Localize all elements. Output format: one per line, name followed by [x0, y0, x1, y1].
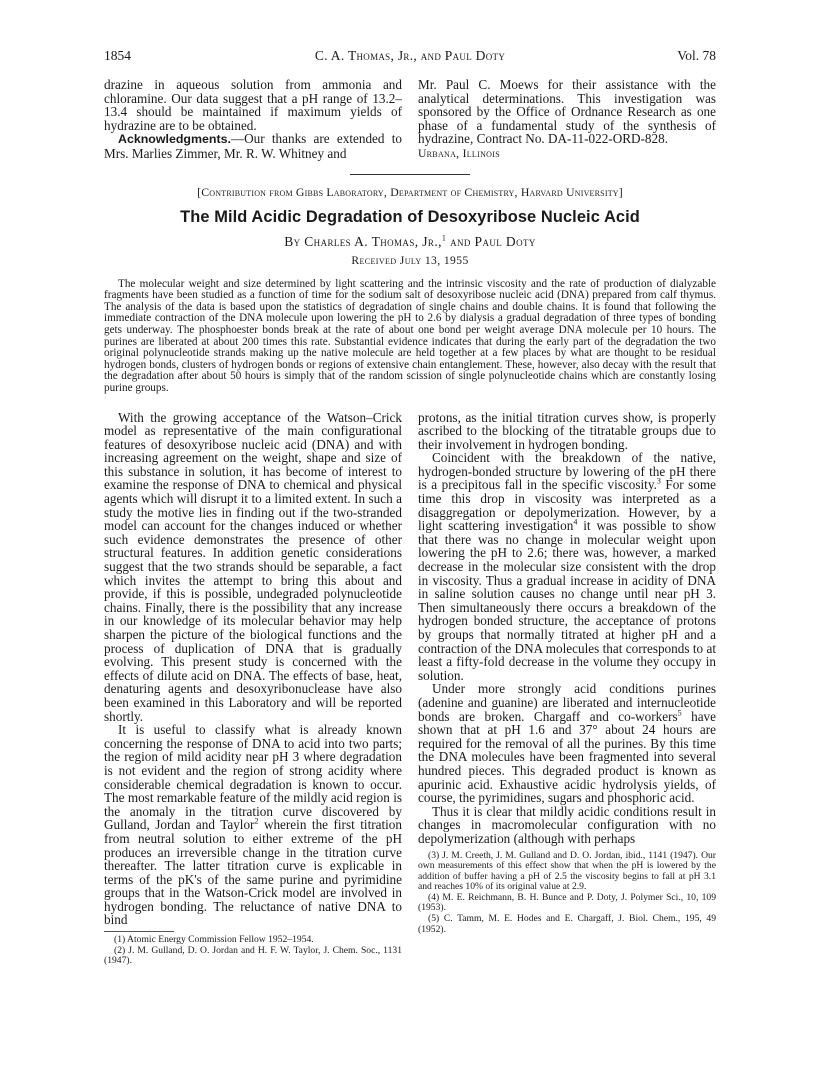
footnote-5: (5) C. Tamm, M. E. Hodes and E. Chargaff, J. Biol. Chem., 195, 49 (1952).: [418, 913, 716, 935]
acknowledgments-text-right: Mr. Paul C. Moews for their assistance with the analytical determinations. This investigation was sponsored by the Office of Ordnance Research as one phase of a fundamental study of the synthesis of hydrazine, Contract No. DA-11-022-ORD-828.: [418, 77, 716, 147]
body-paragraph-3: [418, 451, 716, 682]
footnote-2: (2) J. M. Gulland, D. O. Jordan and H. F. W. Taylor, J. Chem. Soc., 1131 (1947).: [104, 944, 402, 967]
body-paragraph-3-part-b: For some time this drop in viscosity was interpreted as a disaggregation or depolymerization. However, by a light scattering investigation: [418, 477, 717, 534]
body-left-column: [104, 411, 402, 967]
section-divider: [350, 174, 470, 175]
byline-footnote-mark: 1: [441, 233, 447, 243]
body-right-column: [418, 411, 716, 967]
footnote-1: (1) Atomic Energy Commission Fellow 1952–1954.: [114, 934, 314, 946]
article-body: [104, 411, 716, 967]
body-paragraph-2-part-b: wherein the first titration from neutral solution to either extreme of the pH produces an irreversible change in the titration curve thereafter. The latter titration curve is explicable in terms of the pK's of the same purine and pyrimidine groups that in the Watson-Crick model are involved in hydrogen bonding. The reluctance of native DNA to bind: [104, 817, 402, 928]
running-head: [104, 48, 716, 70]
body-paragraph-3-part-c: it was possible to show that there was no change in molecular weight upon lowering the pH to 2.6; there was, however, a marked decrease in the molecular size consistent with the drop in viscosity. Thus a gradual increase in acidity of DNA in saline solution causes no change until near pH 3. Then simultaneously there occurs a breakdown of the hydrogen bonded structure, the acceptance of protons by groups that normally titrated at higher pH and a contraction of the DNA molecules that corresponds to at least a fifty-fold decrease in the volume they occupy in solution.: [418, 518, 716, 683]
left-footnotes: [104, 935, 402, 967]
acknowledgments-heading: Acknowledgments.: [118, 132, 231, 147]
right-footnotes: [418, 851, 716, 936]
footnote-rule: [104, 931, 174, 932]
journal-page: [104, 48, 716, 967]
byline-suffix: and Paul Doty: [446, 233, 536, 249]
place-line: Urbana, Illinois: [418, 146, 500, 160]
footnote-mark-2: 2: [254, 816, 259, 826]
footnote-mark-3: 3: [656, 477, 661, 487]
previous-article-right-column: [418, 78, 716, 161]
body-paragraph-4-part-b: have shown that at pH 1.6 and 37° about 24 hours are required for the removal of all the purines. By this time the DNA molecules have been fragmented into several hundred pieces. This degraded product is known as apurinic acid. Exhaustive acidic hydrolysis yields, of course, the pyrimidines, sugars and phosphoric acid.: [418, 708, 716, 806]
body-paragraph-2-part-a: It is useful to classify what is already known concerning the response of DNA to acid into two parts; the region of mild acidity near pH 3 where degradation is not evident and the region of strong acidity where considerable chemical degradation is known to occur. The most remarkable feature of the mildly acid region is the anomaly in the titration curve discovered by Gulland, Jordan and Taylor: [104, 722, 402, 833]
body-paragraph-2: [104, 723, 402, 927]
volume-label: Vol. 78: [677, 48, 716, 63]
received-date: Received July 13, 1955: [351, 253, 469, 267]
body-paragraph-5: Thus it is clear that mildly acidic conditions result in changes in macromolecular configuration with no depolymerization (although with perhaps: [418, 803, 716, 846]
article-title: The Mild Acidic Degradation of Desoxyribose Nucleic Acid: [180, 207, 640, 226]
footnote-4: (4) M. E. Reichmann, B. H. Bunce and P. Doty, J. Polymer Sci., 10, 109 (1953).: [418, 891, 716, 914]
previous-article-paragraph: drazine in aqueous solution from ammonia and chloramine. Our data suggest that a pH range of 13.2–13.4 should be maintained if maximum yields of hydrazine are to be obtained.: [104, 77, 402, 133]
footnote-mark-4: 4: [573, 517, 578, 527]
body-paragraph-continued: protons, as the initial titration curves show, is properly ascribed to the blocking of the titratable groups due to their involvement in hydrogen bonding.: [418, 409, 716, 452]
abstract: [104, 279, 716, 395]
previous-article-left-column: [104, 78, 402, 161]
running-head-authors: C. A. Thomas, Jr., and Paul Doty: [314, 48, 506, 63]
contribution-line: [Contribution from Gibbs Laboratory, Department of Chemistry, Harvard University]: [197, 184, 623, 199]
byline-prefix: By Charles A. Thomas, Jr.,: [284, 233, 442, 249]
body-paragraph-4: [418, 682, 716, 804]
acknowledgments-paragraph: [104, 132, 402, 160]
abstract-text: The molecular weight and size determined by light scattering and the intrinsic viscosity and the rate of production of dialyzable fragments have been studied as a function of time for the sodium salt of desoxyribose nucleic acid (DNA) prepared from calf thymus. The analysis of the data is based upon the statistics of degradation of single chains and double chains. It is found that following the immediate contraction of the DNA molecule upon lowering the pH to 2.6 by dialysis a gradual degradation of three types of bonding gets underway. The phosphoester bonds break at the rate of about one bond per weight average DNA molecule per 10 hours. The purines are liberated at about 200 times this rate. Substantial evidence indicates that during the early part of the degradation the two original polynucleotide strands making up the native molecule are held together at a few places by what are thought to be residual hydrogen bonds, clusters of hydrogen bonds or regions of extensive chain entanglement. These, however, also decay with the result that the degradation after about 50 hours is simply that of the random scission of single polynucleotide chains which are constantly losing purine groups.: [104, 277, 716, 394]
byline: [104, 234, 716, 250]
acknowledgments-text-left: —Our thanks are extended to Mrs. Marlies Zimmer, Mr. R. W. Whitney and: [104, 131, 402, 161]
body-paragraph-1: With the growing acceptance of the Watson–Crick model as representative of the main configurational features of desoxyribose nucleic acid (DNA) and with increasing agreement on the weight, shape and size of this substance in solution, it has become of interest to examine the response of DNA to chemical and physical agents which will disrupt it to a limited extent. In such a study the motive lies in finding out if the two-stranded model can account for the changes induced or whether such evidence demonstrates the presence of other structural features. In addition genetic considerations suggest that the two strands should be separable, a fact which invites the attempt to bring this about and provide, if this is possible, undegraded polynucleotide chains. Finally, there is the possibility that any increase in our knowledge of its molecular behavior may help sharpen the picture of the biological functions and the process of duplication of DNA that is gradually evolving. This present study is concerned with the effects of dilute acid on DNA. The effects of base, heat, denaturing agents and desoxyribonuclease have also been examined in this Laboratory and will be reported shortly.: [104, 409, 402, 724]
previous-article-end: [104, 78, 716, 161]
page-number: 1854: [104, 48, 131, 63]
footnote-mark-5: 5: [677, 708, 682, 718]
body-paragraph-3-part-a: Coincident with the breakdown of the native, hydrogen-bonded structure by lowering of the pH there is a precipitous fall in the specific viscosity.: [418, 450, 716, 493]
body-paragraph-4-part-a: Under more strongly acid conditions purines (adenine and guanine) are liberated and internucleotide bonds are broken. Chargaff and co-workers: [418, 681, 716, 724]
footnote-3: (3) J. M. Creeth, J. M. Gulland and D. O. Jordan, ibid., 1141 (1947). Our own measurements of this effect show that when the pH is lowered by the addition of buffer having a pH of 2.5 the viscosity begins to fall at pH 3.1 and reaches 10% of its original value at 2.9.: [418, 849, 716, 893]
